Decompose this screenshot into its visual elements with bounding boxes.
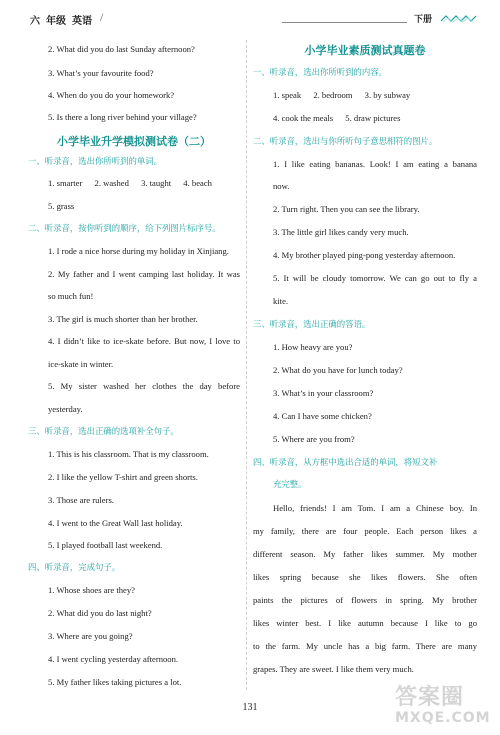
section-title: 小学毕业升学模拟测试卷（二） [57, 135, 211, 148]
section-title: 小学毕业素质测试真题卷 [304, 44, 426, 57]
list-item: 3. by subway [364, 90, 411, 100]
header-rule [282, 22, 407, 23]
page-number: 131 [242, 702, 258, 713]
passage-line: Hello, friends! I am Tom. I am a Chinese boy. In [273, 503, 477, 513]
section-heading: 二、听录音，选出与你所听句子意思相符的图片。 [253, 136, 438, 146]
list-item: 3. What’s your favourite food? [48, 68, 154, 78]
list-item: 5. grass [48, 201, 75, 211]
header-decoration-icon [440, 14, 480, 23]
list-item: 4. beach [183, 178, 212, 188]
column-divider [246, 40, 247, 690]
header-grade: 六 [30, 16, 40, 27]
section-heading: 三、听录音，选出正确的选项补全句子。 [28, 426, 179, 436]
list-item: 2. What did you do last Sunday afternoon? [48, 44, 195, 54]
passage-line: my family, there are four people. Each person likes a [253, 526, 477, 536]
list-item: 2. washed [94, 178, 129, 188]
list-item-continuation: kite. [273, 296, 289, 306]
header-grade-word: 年级 [46, 16, 66, 27]
passage-line: different season. My father likes summer. My mother [253, 549, 477, 559]
list-item: 4. When do you do your homework? [48, 90, 175, 100]
word-row [28, 178, 240, 190]
section-heading: 三、听录音，选出正确的答语。 [253, 319, 371, 329]
list-item: 4. cook the meals [273, 113, 334, 123]
header-grade-subject [30, 12, 98, 27]
watermark-logo [395, 686, 490, 730]
section-heading: 一、听录音，选出你所听到的内容。 [253, 67, 387, 77]
section-heading: 二、听录音，按你听到的顺序，给下列图片标序号。 [28, 223, 221, 233]
header-slash: / [100, 10, 104, 24]
list-item: 5. I played football last weekend. [48, 540, 163, 550]
list-item: 5. My sister washed her clothes the day before [48, 381, 240, 391]
list-item: 2. bedroom [313, 90, 353, 100]
list-item: 2. Turn right. Then you can see the library. [273, 204, 420, 214]
list-item: 1. Whose shoes are they? [48, 585, 135, 595]
list-item: 4. My brother played ping-pong yesterday afternoon. [273, 250, 456, 260]
list-item: 5. It will be cloudy tomorrow. We can go out to fly a [273, 273, 477, 283]
word-row [28, 201, 240, 213]
list-item: 4. I went cycling yesterday afternoon. [48, 654, 179, 664]
list-item: 4. I didn’t like to ice-skate before. But now, I love to [48, 336, 240, 346]
list-item-continuation: now. [273, 181, 290, 191]
watermark-line2: MXQE.COM [395, 710, 491, 726]
list-item: 3. The little girl likes candy very much. [273, 227, 409, 237]
page-header [22, 12, 478, 30]
list-item: 1. speak [273, 90, 302, 100]
list-item: 5. My father likes taking pictures a lot. [48, 677, 182, 687]
list-item: 3. taught [141, 178, 172, 188]
section-heading: 一、听录音，选出你所听到的单词。 [28, 156, 162, 166]
watermark-line1: 答案圈 [395, 685, 465, 710]
list-item-continuation: so much fun! [48, 291, 94, 301]
list-item: 3. Those are rulers. [48, 495, 114, 505]
passage-line: grapes. They are sweet. I like them very much. [253, 664, 414, 674]
section-heading-continuation: 充完整。 [273, 479, 307, 489]
header-volume: 下册 [414, 15, 433, 25]
word-row [253, 113, 477, 125]
list-item: 2. What did you do last night? [48, 608, 152, 618]
passage-line: to the farm. My uncle has a big farm. There are many [253, 641, 477, 651]
passage-line: likes winter best. I like autumn because I like to go [253, 618, 477, 628]
list-item: 1. How heavy are you? [273, 342, 353, 352]
list-item: 5. Where are you from? [273, 434, 355, 444]
section-heading: 四、听录音，完成句子。 [28, 562, 121, 572]
list-item: 3. The girl is much shorter than her brother. [48, 314, 198, 324]
list-item: 5. Is there a long river behind your village? [48, 112, 197, 122]
list-item: 2. I like the yellow T-shirt and green shorts. [48, 472, 198, 482]
list-item: 4. I went to the Great Wall last holiday. [48, 518, 183, 528]
list-item: 2. My father and I went camping last holiday. It was [48, 269, 240, 279]
list-item: 1. This is his classroom. That is my classroom. [48, 449, 209, 459]
list-item: 3. Where are you going? [48, 631, 133, 641]
list-item: 1. smarter [48, 178, 83, 188]
list-item-continuation: ice-skate in winter. [48, 359, 114, 369]
word-row [253, 90, 477, 102]
list-item: 4. Can I have some chicken? [273, 411, 372, 421]
list-item: 1. I rode a nice horse during my holiday in Xinjiang. [48, 246, 229, 256]
list-item: 5. draw pictures [345, 113, 401, 123]
list-item: 3. What’s in your classroom? [273, 388, 374, 398]
list-item: 2. What do you have for lunch today? [273, 365, 403, 375]
passage-line: likes spring because she likes flowers. She often [253, 572, 477, 582]
passage-line: paints the pictures of flowers in spring. My brother [253, 595, 477, 605]
section-heading: 四、听录音，从方框中选出合适的单词，将短文补 [253, 457, 438, 467]
list-item: 1. I like eating bananas. Look! I am eating a banana [273, 159, 477, 169]
list-item-continuation: yesterday. [48, 404, 83, 414]
header-subject: 英语 [72, 16, 92, 27]
